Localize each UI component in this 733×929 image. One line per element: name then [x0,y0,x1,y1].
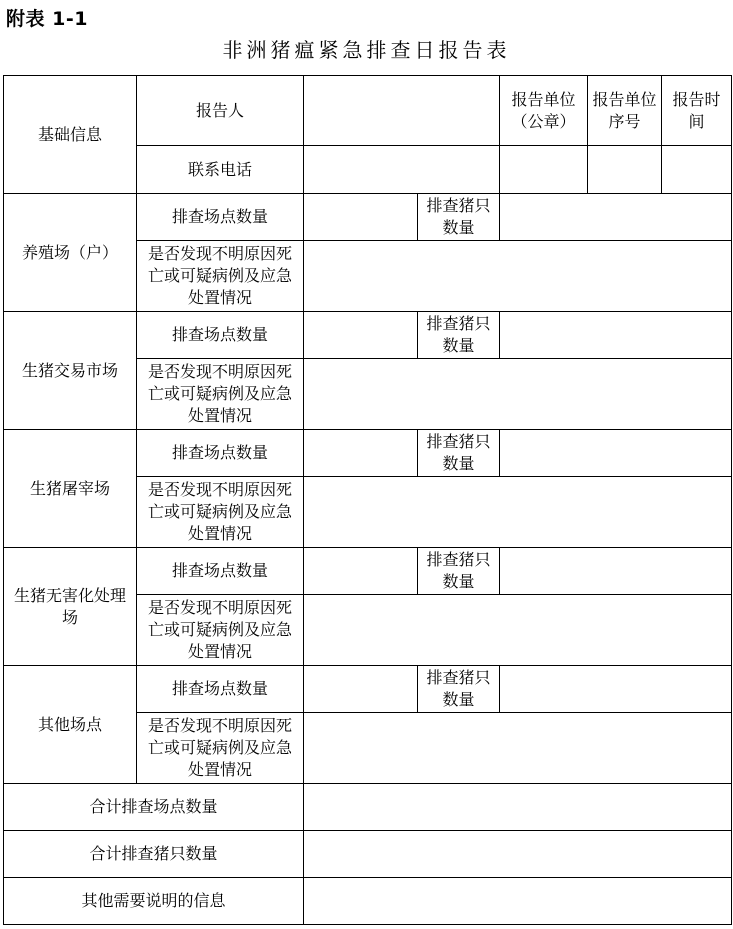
total-pigs-label: 合计排查猪只数量 [4,831,304,878]
site-count-label: 排查场点数量 [137,194,304,241]
other-info-row [4,878,732,925]
total-sites-row [4,784,732,831]
phone-label: 联系电话 [137,146,304,194]
section-row-count [4,666,732,713]
section-row-count [4,312,732,359]
total-sites-label: 合计排查场点数量 [4,784,304,831]
basic-info-label: 基础信息 [4,76,137,194]
pig-count-label: 排查猪只数量 [418,194,500,241]
finding-label: 是否发现不明原因死亡或可疑病例及应急处置情况 [137,359,304,430]
reporter-value[interactable] [304,76,500,146]
section-name: 生猪屠宰场 [4,430,137,548]
site-count-label: 排查场点数量 [137,312,304,359]
report-time-value[interactable] [662,146,732,194]
pig-count-label: 排查猪只数量 [418,430,500,477]
finding-label: 是否发现不明原因死亡或可疑病例及应急处置情况 [137,477,304,548]
report-form-table [3,75,732,925]
other-info-label: 其他需要说明的信息 [4,878,304,925]
unit-no-value[interactable] [588,146,662,194]
form-title: 非洲猪瘟紧急排查日报告表 [222,38,511,62]
pig-count-label: 排查猪只数量 [418,666,500,713]
pig-count-value[interactable] [500,666,732,713]
total-sites-value[interactable] [304,784,732,831]
appendix-label: 附表 1-1 [6,8,88,30]
finding-value[interactable] [304,477,732,548]
section-row-count [4,548,732,595]
site-count-value[interactable] [304,194,418,241]
pig-count-label: 排查猪只数量 [418,548,500,595]
site-count-value[interactable] [304,666,418,713]
section-name: 生猪无害化处理场 [4,548,137,666]
finding-value[interactable] [304,713,732,784]
unit-no-label: 报告单位序号 [588,76,662,146]
section-name: 生猪交易市场 [4,312,137,430]
phone-value[interactable] [304,146,500,194]
pig-count-label: 排查猪只数量 [418,312,500,359]
section-row-count [4,194,732,241]
basic-info-row-reporter [4,76,732,146]
section-name: 养殖场（户） [4,194,137,312]
report-time-label: 报告时间 [662,76,732,146]
pig-count-value[interactable] [500,312,732,359]
site-count-value[interactable] [304,312,418,359]
site-count-label: 排查场点数量 [137,430,304,477]
site-count-label: 排查场点数量 [137,666,304,713]
finding-value[interactable] [304,241,732,312]
finding-value[interactable] [304,359,732,430]
finding-label: 是否发现不明原因死亡或可疑病例及应急处置情况 [137,713,304,784]
site-count-value[interactable] [304,548,418,595]
pig-count-value[interactable] [500,194,732,241]
unit-stamp-value[interactable] [500,146,588,194]
section-name: 其他场点 [4,666,137,784]
reporter-label: 报告人 [137,76,304,146]
unit-stamp-label: 报告单位（公章） [500,76,588,146]
total-pigs-row [4,831,732,878]
section-row-count [4,430,732,477]
pig-count-value[interactable] [500,548,732,595]
finding-label: 是否发现不明原因死亡或可疑病例及应急处置情况 [137,241,304,312]
other-info-value[interactable] [304,878,732,925]
total-pigs-value[interactable] [304,831,732,878]
site-count-value[interactable] [304,430,418,477]
finding-label: 是否发现不明原因死亡或可疑病例及应急处置情况 [137,595,304,666]
pig-count-value[interactable] [500,430,732,477]
site-count-label: 排查场点数量 [137,548,304,595]
finding-value[interactable] [304,595,732,666]
